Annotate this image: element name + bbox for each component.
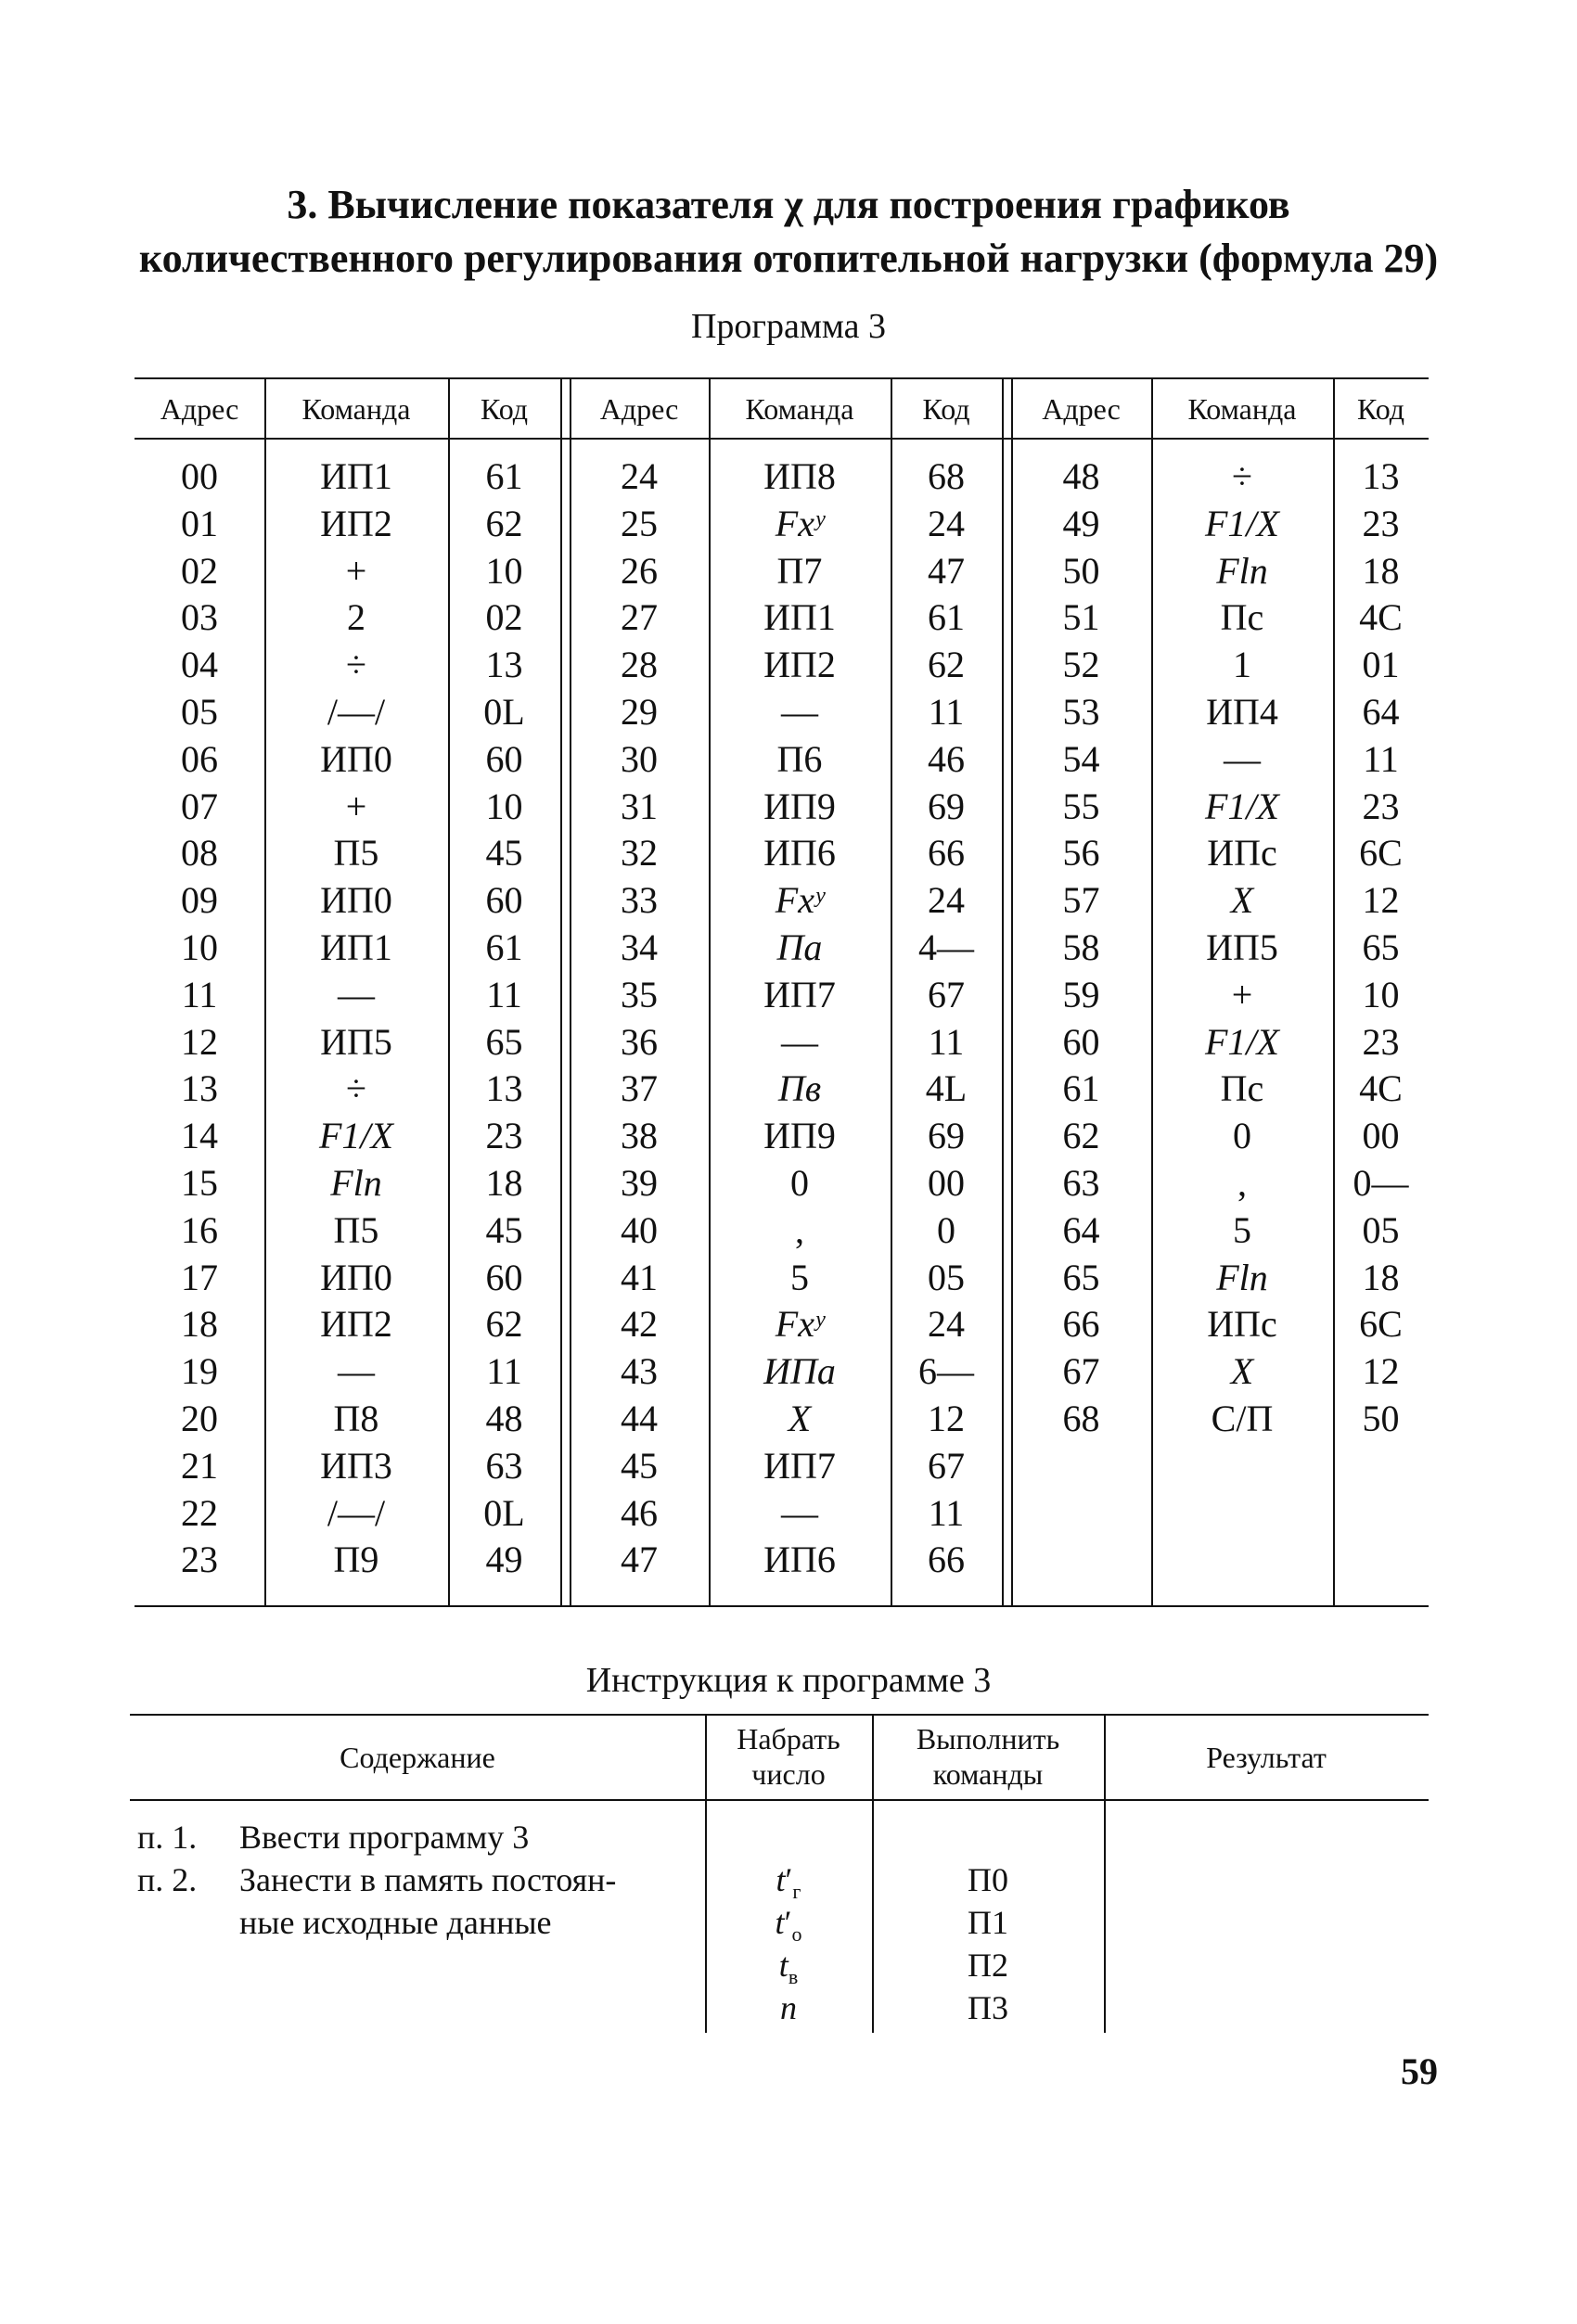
command-cell: , bbox=[795, 1208, 804, 1251]
address-cell: 09 bbox=[181, 879, 218, 922]
code-cell: 10 bbox=[1362, 973, 1400, 1015]
header-enter-number-line-1: Набрать bbox=[737, 1722, 840, 1756]
code-cell: 68 bbox=[928, 455, 965, 497]
command-cell: ИП2 bbox=[320, 1303, 392, 1346]
code-cell: 61 bbox=[485, 926, 523, 968]
address-cell: 15 bbox=[181, 1161, 218, 1204]
command-column bbox=[709, 453, 891, 1584]
heading-line-2: количественного регулирования отопительной нагрузки (формула 29) bbox=[138, 236, 1439, 281]
command-cell: П8 bbox=[333, 1397, 379, 1439]
command-cell: Пa bbox=[776, 926, 823, 968]
header-code: Код bbox=[480, 392, 529, 426]
header-execute-line-1: Выполнить bbox=[916, 1722, 1060, 1756]
command-cell: ИП6 bbox=[763, 1539, 836, 1581]
code-cell: 48 bbox=[485, 1397, 523, 1439]
program-caption: Программа 3 bbox=[690, 307, 887, 346]
code-cell: 60 bbox=[485, 879, 523, 922]
header-command: Команда bbox=[1187, 392, 1297, 426]
code-cell: 46 bbox=[928, 737, 965, 780]
address-cell: 02 bbox=[181, 549, 218, 592]
address-cell: 21 bbox=[181, 1444, 218, 1487]
command-cell: , bbox=[1237, 1161, 1247, 1204]
code-cell: 13 bbox=[485, 1067, 523, 1110]
code-cell: 65 bbox=[1362, 926, 1400, 968]
code-cell: 6— bbox=[918, 1350, 974, 1393]
address-cell: 30 bbox=[621, 737, 658, 780]
step-row bbox=[137, 1901, 616, 1944]
address-cell: 38 bbox=[621, 1115, 658, 1157]
address-cell: 36 bbox=[621, 1020, 658, 1063]
command-cell: ИП4 bbox=[1206, 690, 1278, 733]
command-value: П0 bbox=[968, 1861, 1008, 1898]
command-cell: ИП1 bbox=[763, 596, 836, 639]
command-cell: F1/X bbox=[1205, 785, 1279, 827]
header-address: Адрес bbox=[599, 392, 679, 426]
command-cell: /—/ bbox=[327, 1491, 386, 1534]
code-cell: 12 bbox=[1362, 879, 1400, 922]
command-cell: ИП6 bbox=[763, 832, 836, 875]
section-heading bbox=[93, 178, 1484, 286]
address-cell: 13 bbox=[181, 1067, 218, 1110]
address-cell: 06 bbox=[181, 737, 218, 780]
code-column bbox=[891, 453, 1002, 1584]
code-cell: 23 bbox=[1362, 785, 1400, 827]
code-cell: 60 bbox=[485, 737, 523, 780]
address-cell: 08 bbox=[181, 832, 218, 875]
code-cell: 0— bbox=[1353, 1161, 1409, 1204]
code-cell: 05 bbox=[928, 1256, 965, 1298]
input-value bbox=[705, 1901, 872, 1947]
command-cell: П5 bbox=[333, 832, 379, 875]
command-cell: ИПc bbox=[1207, 1303, 1277, 1346]
address-cell: 50 bbox=[1062, 549, 1100, 592]
address-cell: 67 bbox=[1062, 1350, 1100, 1393]
command-column bbox=[1151, 453, 1333, 1443]
step-row bbox=[137, 1816, 616, 1858]
address-cell: 62 bbox=[1062, 1115, 1100, 1157]
input-value bbox=[705, 1858, 872, 1904]
code-cell: 11 bbox=[1363, 737, 1399, 780]
command-cell: Fln bbox=[1216, 549, 1268, 592]
command-cell: F1/X bbox=[1205, 1020, 1279, 1063]
header-execute-line-2: команды bbox=[932, 1757, 1044, 1791]
code-cell: 10 bbox=[485, 785, 523, 827]
address-column bbox=[1011, 453, 1151, 1443]
code-cell: 64 bbox=[1362, 690, 1400, 733]
command-cell: ÷ bbox=[1232, 455, 1252, 497]
command-cell: Fln bbox=[330, 1161, 382, 1204]
command-cell: Fln bbox=[1216, 1256, 1268, 1298]
command-cell: X bbox=[1230, 1350, 1254, 1393]
input-symbol: t bbox=[775, 1904, 785, 1941]
code-cell: 63 bbox=[485, 1444, 523, 1487]
address-cell: 03 bbox=[181, 596, 218, 639]
code-cell: 0 bbox=[937, 1208, 955, 1251]
address-cell: 66 bbox=[1062, 1303, 1100, 1346]
command-cell: ИП0 bbox=[320, 737, 392, 780]
code-cell: 11 bbox=[486, 1350, 522, 1393]
code-cell: 01 bbox=[1362, 644, 1400, 686]
address-cell: 53 bbox=[1062, 690, 1100, 733]
code-cell: 4— bbox=[918, 926, 974, 968]
commands-column bbox=[872, 1858, 1104, 2029]
code-cell: 66 bbox=[928, 832, 965, 875]
instruction-steps bbox=[137, 1816, 616, 1944]
instruction-table bbox=[130, 1714, 1429, 2033]
command-cell: — bbox=[338, 1350, 375, 1393]
address-cell: 28 bbox=[621, 644, 658, 686]
command-cell: X bbox=[1230, 879, 1254, 922]
input-symbol: n bbox=[780, 1989, 797, 2026]
address-cell: 63 bbox=[1062, 1161, 1100, 1204]
heading-line-1: 3. Вычисление показателя χ для построения графиков bbox=[287, 182, 1290, 227]
header-divider bbox=[135, 438, 1429, 440]
address-cell: 17 bbox=[181, 1256, 218, 1298]
address-cell: 39 bbox=[621, 1161, 658, 1204]
step-number: п. 1. bbox=[137, 1819, 198, 1856]
address-cell: 64 bbox=[1062, 1208, 1100, 1251]
address-cell: 11 bbox=[181, 973, 218, 1015]
header-address: Адрес bbox=[1042, 392, 1121, 426]
code-cell: 02 bbox=[485, 596, 523, 639]
input-subscript: г bbox=[792, 1880, 801, 1904]
header-execute bbox=[872, 1721, 1104, 1792]
code-cell: 66 bbox=[928, 1539, 965, 1581]
address-cell: 22 bbox=[181, 1491, 218, 1534]
address-cell: 32 bbox=[621, 832, 658, 875]
address-cell: 68 bbox=[1062, 1397, 1100, 1439]
address-cell: 49 bbox=[1062, 502, 1100, 544]
header-result: Результат bbox=[1206, 1741, 1327, 1774]
command-cell: ИП1 bbox=[320, 455, 392, 497]
code-cell: 69 bbox=[928, 1115, 965, 1157]
header-command: Команда bbox=[745, 392, 854, 426]
input-symbol: t bbox=[778, 1947, 788, 1984]
address-cell: 55 bbox=[1062, 785, 1100, 827]
command-cell: ИП5 bbox=[320, 1020, 392, 1063]
step-text: Ввести программу 3 bbox=[239, 1819, 530, 1856]
code-cell: 18 bbox=[485, 1161, 523, 1204]
code-cell: 11 bbox=[486, 973, 522, 1015]
code-cell: 45 bbox=[485, 832, 523, 875]
header-code: Код bbox=[1356, 392, 1405, 426]
command-cell: П6 bbox=[776, 737, 823, 780]
command-cell: ÷ bbox=[346, 644, 366, 686]
address-cell: 25 bbox=[621, 502, 658, 544]
code-cell: 11 bbox=[928, 1491, 965, 1534]
step-text: Занести в память постоян- bbox=[239, 1861, 617, 1898]
code-cell: 6C bbox=[1359, 832, 1403, 875]
command-cell: — bbox=[781, 1020, 818, 1063]
page-number: 59 bbox=[1401, 2050, 1438, 2092]
address-cell: 05 bbox=[181, 690, 218, 733]
code-cell: 12 bbox=[928, 1397, 965, 1439]
command-cell: П7 bbox=[776, 549, 823, 592]
command-cell: Fxʸ bbox=[775, 502, 825, 544]
address-cell: 44 bbox=[621, 1397, 658, 1439]
command-cell: ИП0 bbox=[320, 1256, 392, 1298]
code-cell: 23 bbox=[1362, 502, 1400, 544]
address-column bbox=[135, 453, 264, 1584]
step-number: п. 2. bbox=[137, 1861, 198, 1898]
address-cell: 37 bbox=[621, 1067, 658, 1110]
address-cell: 29 bbox=[621, 690, 658, 733]
address-cell: 31 bbox=[621, 785, 658, 827]
command-column bbox=[264, 453, 448, 1584]
code-cell: 62 bbox=[485, 1303, 523, 1346]
command-cell: П9 bbox=[333, 1539, 379, 1581]
code-cell: 10 bbox=[485, 549, 523, 592]
command-cell: 2 bbox=[347, 596, 365, 639]
code-cell: 11 bbox=[928, 1020, 965, 1063]
command-cell: ИП2 bbox=[763, 644, 836, 686]
code-cell: 18 bbox=[1362, 549, 1400, 592]
header-command: Команда bbox=[301, 392, 411, 426]
address-cell: 41 bbox=[621, 1256, 658, 1298]
code-cell: 0L bbox=[483, 690, 525, 733]
header-content: Содержание bbox=[340, 1741, 495, 1774]
command-cell: — bbox=[781, 690, 818, 733]
command-cell: ИПa bbox=[763, 1350, 836, 1393]
command-cell: ИП9 bbox=[763, 785, 836, 827]
command-cell: ИП2 bbox=[320, 502, 392, 544]
address-cell: 26 bbox=[621, 549, 658, 592]
address-cell: 61 bbox=[1062, 1067, 1100, 1110]
address-cell: 04 bbox=[181, 644, 218, 686]
input-subscript: в bbox=[788, 1965, 799, 1989]
address-cell: 51 bbox=[1062, 596, 1100, 639]
address-cell: 46 bbox=[621, 1491, 658, 1534]
instruction-caption: Инструкция к программе 3 bbox=[585, 1661, 992, 1700]
command-value: П1 bbox=[968, 1904, 1008, 1941]
command-cell: ÷ bbox=[346, 1067, 366, 1110]
address-cell: 18 bbox=[181, 1303, 218, 1346]
command-value: П3 bbox=[968, 1989, 1008, 2026]
code-cell: 60 bbox=[485, 1256, 523, 1298]
code-cell: 24 bbox=[928, 1303, 965, 1346]
command-cell: ИП3 bbox=[320, 1444, 392, 1487]
code-cell: 4L bbox=[925, 1067, 968, 1110]
address-cell: 59 bbox=[1062, 973, 1100, 1015]
command-cell: — bbox=[1224, 737, 1261, 780]
address-cell: 65 bbox=[1062, 1256, 1100, 1298]
address-cell: 58 bbox=[1062, 926, 1100, 968]
code-cell: 45 bbox=[485, 1208, 523, 1251]
command-cell: П5 bbox=[333, 1208, 379, 1251]
address-cell: 35 bbox=[621, 973, 658, 1015]
command-cell: — bbox=[338, 973, 375, 1015]
command-cell: + bbox=[345, 549, 367, 592]
code-cell: 6C bbox=[1359, 1303, 1403, 1346]
address-cell: 10 bbox=[181, 926, 218, 968]
code-cell: 24 bbox=[928, 502, 965, 544]
address-cell: 45 bbox=[621, 1444, 658, 1487]
command-cell: Пc bbox=[1220, 596, 1264, 639]
code-cell: 00 bbox=[928, 1161, 965, 1204]
code-cell: 12 bbox=[1362, 1350, 1400, 1393]
code-cell: 62 bbox=[485, 502, 523, 544]
code-cell: 61 bbox=[928, 596, 965, 639]
address-cell: 57 bbox=[1062, 879, 1100, 922]
command-cell: 0 bbox=[1233, 1115, 1251, 1157]
header-enter-number bbox=[705, 1721, 872, 1792]
address-cell: 47 bbox=[621, 1539, 658, 1581]
step-number bbox=[137, 1901, 239, 1944]
address-cell: 40 bbox=[621, 1208, 658, 1251]
command-cell: 5 bbox=[790, 1256, 809, 1298]
command-cell: X bbox=[788, 1397, 812, 1439]
command-cell: ИП7 bbox=[763, 973, 836, 1015]
code-cell: 13 bbox=[1362, 455, 1400, 497]
header-code: Код bbox=[922, 392, 970, 426]
command-cell: F1/X bbox=[319, 1115, 393, 1157]
address-cell: 52 bbox=[1062, 644, 1100, 686]
command-cell: + bbox=[1231, 973, 1253, 1015]
code-cell: 4C bbox=[1359, 1067, 1403, 1110]
command-cell: ИП9 bbox=[763, 1115, 836, 1157]
address-cell: 12 bbox=[181, 1020, 218, 1063]
code-cell: 11 bbox=[928, 690, 965, 733]
code-cell: 24 bbox=[928, 879, 965, 922]
command-cell: Пв bbox=[777, 1067, 822, 1110]
input-subscript: о bbox=[791, 1922, 802, 1947]
command-cell: Fxʸ bbox=[775, 879, 825, 922]
address-column bbox=[570, 453, 709, 1584]
address-cell: 33 bbox=[621, 879, 658, 922]
address-cell: 23 bbox=[181, 1539, 218, 1581]
code-cell: 4C bbox=[1359, 596, 1403, 639]
code-cell: 0L bbox=[483, 1491, 525, 1534]
code-cell: 49 bbox=[485, 1539, 523, 1581]
code-column bbox=[1333, 453, 1429, 1443]
command-cell: ИП0 bbox=[320, 879, 392, 922]
program-table bbox=[135, 377, 1429, 1607]
address-cell: 56 bbox=[1062, 832, 1100, 875]
address-cell: 42 bbox=[621, 1303, 658, 1346]
address-cell: 16 bbox=[181, 1208, 218, 1251]
command-cell: ИП8 bbox=[763, 455, 836, 497]
address-cell: 19 bbox=[181, 1350, 218, 1393]
code-cell: 67 bbox=[928, 973, 965, 1015]
header-enter-number-line-2: число bbox=[751, 1757, 826, 1791]
command-cell: F1/X bbox=[1205, 502, 1279, 544]
address-cell: 01 bbox=[181, 502, 218, 544]
command-cell: ИПc bbox=[1207, 832, 1277, 875]
command-cell: Пc bbox=[1220, 1067, 1264, 1110]
address-cell: 00 bbox=[181, 455, 218, 497]
address-cell: 60 bbox=[1062, 1020, 1100, 1063]
command-cell: /—/ bbox=[327, 690, 386, 733]
input-prime: ′ bbox=[785, 1861, 793, 1898]
command-cell: С/П bbox=[1211, 1397, 1274, 1439]
input-prime: ′ bbox=[784, 1904, 792, 1941]
command-cell: ИП5 bbox=[1206, 926, 1278, 968]
address-cell: 34 bbox=[621, 926, 658, 968]
command-value: П2 bbox=[968, 1947, 1008, 1984]
code-cell: 47 bbox=[928, 549, 965, 592]
address-cell: 43 bbox=[621, 1350, 658, 1393]
header-divider bbox=[130, 1799, 1429, 1801]
code-column bbox=[448, 453, 560, 1584]
command-cell: ИП7 bbox=[763, 1444, 836, 1487]
input-values-column bbox=[705, 1858, 872, 2029]
step-text: ные исходные данные bbox=[239, 1904, 552, 1941]
address-cell: 24 bbox=[621, 455, 658, 497]
code-cell: 23 bbox=[485, 1115, 523, 1157]
command-cell: Fxʸ bbox=[775, 1303, 825, 1346]
code-cell: 23 bbox=[1362, 1020, 1400, 1063]
code-cell: 62 bbox=[928, 644, 965, 686]
code-cell: 65 bbox=[485, 1020, 523, 1063]
address-cell: 48 bbox=[1062, 455, 1100, 497]
code-cell: 18 bbox=[1362, 1256, 1400, 1298]
command-cell: + bbox=[345, 785, 367, 827]
code-cell: 05 bbox=[1362, 1208, 1400, 1251]
command-cell: 5 bbox=[1233, 1208, 1251, 1251]
code-cell: 50 bbox=[1362, 1397, 1400, 1439]
address-cell: 20 bbox=[181, 1397, 218, 1439]
command-cell: 0 bbox=[790, 1161, 809, 1204]
address-cell: 27 bbox=[621, 596, 658, 639]
code-cell: 00 bbox=[1362, 1115, 1400, 1157]
address-cell: 14 bbox=[181, 1115, 218, 1157]
header-address: Адрес bbox=[160, 392, 239, 426]
input-symbol: t bbox=[776, 1861, 786, 1898]
input-value bbox=[705, 1986, 872, 2029]
command-cell: — bbox=[781, 1491, 818, 1534]
input-value bbox=[705, 1944, 872, 1989]
address-cell: 07 bbox=[181, 785, 218, 827]
step-row bbox=[137, 1858, 616, 1901]
command-cell: 1 bbox=[1233, 644, 1251, 686]
address-cell: 54 bbox=[1062, 737, 1100, 780]
code-cell: 61 bbox=[485, 455, 523, 497]
code-cell: 69 bbox=[928, 785, 965, 827]
command-cell: ИП1 bbox=[320, 926, 392, 968]
code-cell: 13 bbox=[485, 644, 523, 686]
code-cell: 67 bbox=[928, 1444, 965, 1487]
